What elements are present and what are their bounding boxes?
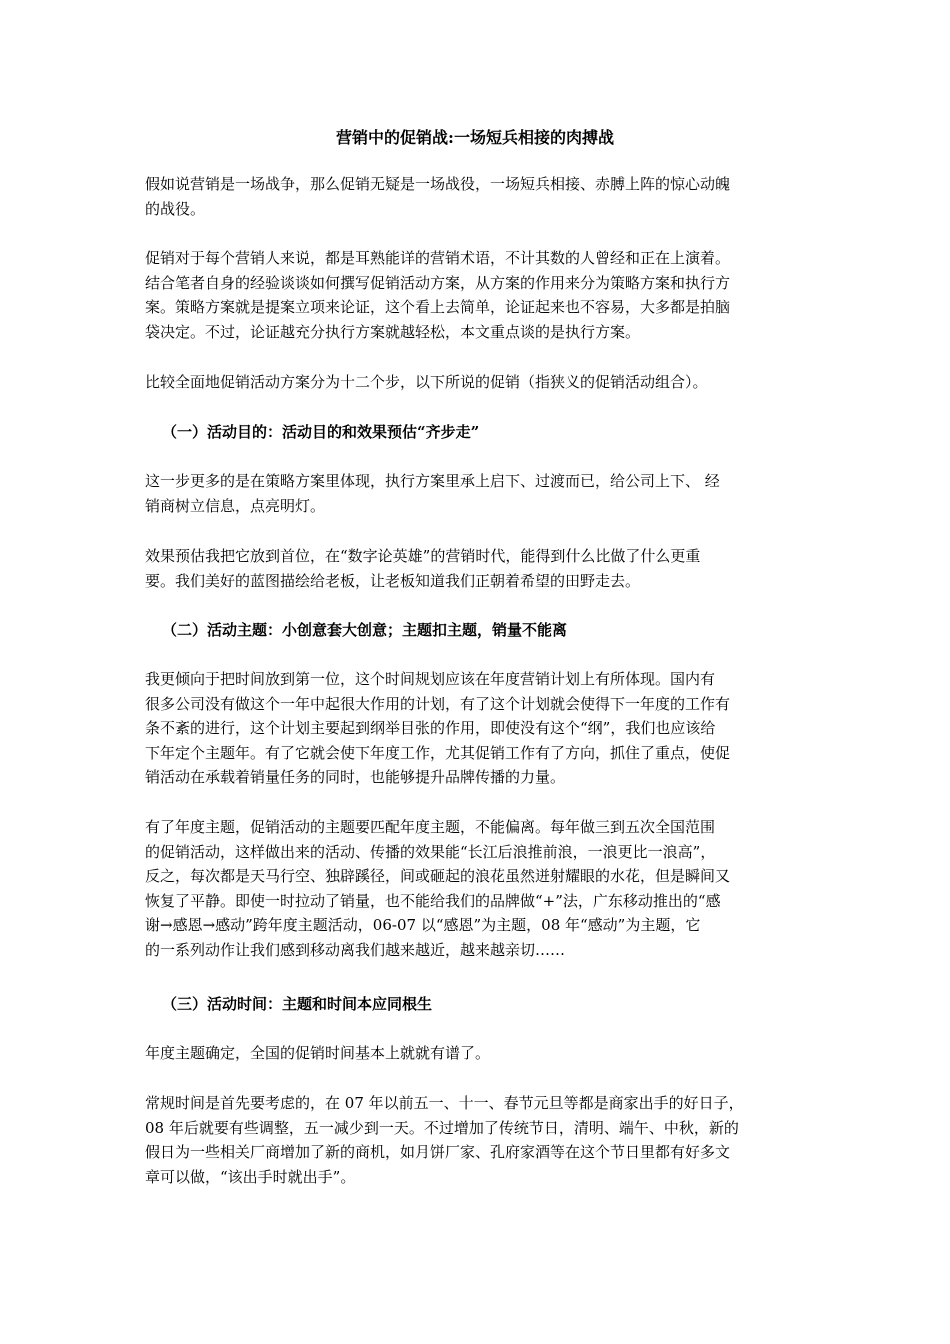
text-line: 假日为一些相关厂商增加了新的商机，如月饼厂家、孔府家酒等在这个节日里都有好多文 <box>145 1143 731 1162</box>
paragraph-3 <box>145 469 807 518</box>
text-line: 08 年后就要有些调整，五一减少到一天。不过增加了传统节日，清明、端午、中秋，新的 <box>145 1118 739 1137</box>
text-line: 条不紊的进行，这个计划主要起到纲举目张的作用，即使没有这个“纲”，我们也应该给 <box>145 719 716 738</box>
text-line: 有了年度主题，促销活动的主题要匹配年度主题，不能偏离。每年做三到五次全国范围 <box>145 818 716 836</box>
paragraph-2 <box>145 370 807 395</box>
document-title: 营销中的促销战:一场短兵相接的肉搏战 <box>336 128 614 147</box>
text-line: 结合笔者自身的经验谈谈如何撰写促销活动方案，从方案的作用来分为策略方案和执行方 <box>145 273 731 292</box>
text-line: 我更倾向于把时间放到第一位，这个时间规划应该在年度营销计划上有所体现。国内有 <box>145 670 716 688</box>
paragraph-8 <box>145 1091 807 1189</box>
text-line: 这一步更多的是在策略方案里体现，执行方案里承上启下、过渡而已，给公司上下、 经 <box>145 472 720 490</box>
text-line: 效果预估我把它放到首位，在“数字论英雄”的营销时代，能得到什么比做了什么更重 <box>145 547 701 565</box>
text-line: 的一系列动作让我们感到移动离我们越来越近，越来越亲切…… <box>145 940 566 959</box>
text-line: 恢复了平静。即使一时拉动了销量，也不能给我们的品牌做“+”法，广东移动推出的“感 <box>145 891 721 910</box>
paragraph-1 <box>145 246 807 344</box>
text-line: 谢→感恩→感动”跨年度主题活动，06-07 以“感恩”为主题，08 年“感动”为主题，它 <box>145 916 701 935</box>
paragraph-4 <box>145 544 807 593</box>
text-line: 很多公司没有做这个一年中起很大作用的计划，有了这个计划就会使得下一年度的工作有 <box>145 694 731 713</box>
text-line: 章可以做，“该出手时就出手”。 <box>145 1167 356 1186</box>
text-line: 常规时间是首先要考虑的，在 07 年以前五一、十一、春节元旦等都是商家出手的好日子， <box>145 1094 744 1112</box>
text-line: 比较全面地促销活动方案分为十二个步，以下所说的促销（指狭义的促销活动组合）。 <box>145 373 708 391</box>
text-line: 销活动在承载着销量任务的同时，也能够提升品牌传播的力量。 <box>145 768 566 787</box>
paragraph-5 <box>145 667 807 790</box>
text-line: 的战役。 <box>145 199 206 218</box>
text-line: 销商树立信息，点亮明灯。 <box>145 496 326 515</box>
text-line: 假如说营销是一场战争，那么促销无疑是一场战役，一场短兵相接、赤膊上阵的惊心动魄 <box>145 175 731 193</box>
section-heading-1: （一）活动目的：活动目的和效果预估“齐步走” <box>162 423 480 441</box>
section-heading-2: （二）活动主题：小创意套大创意；主题扣主题，销量不能离 <box>162 621 568 639</box>
text-line: 促销对于每个营销人来说，都是耳熟能详的营销术语，不计其数的人曾经和正在上演着。 <box>145 249 731 267</box>
paragraph-7 <box>145 1041 807 1066</box>
text-line: 的促销活动，这样做出来的活动、传播的效果能“长江后浪推前浪，一浪更比一浪高”， <box>145 842 716 861</box>
text-line: 反之，每次都是天马行空、独辟蹊径，间或砸起的浪花虽然迸射耀眼的水花，但是瞬间又 <box>145 867 731 886</box>
section-heading-3: （三）活动时间：主题和时间本应同根生 <box>162 995 433 1013</box>
text-line: 下年定个主题年。有了它就会使下年度工作，尤其促销工作有了方向，抓住了重点，使促 <box>145 743 731 762</box>
intro-paragraph <box>145 172 807 221</box>
paragraph-6 <box>145 815 807 963</box>
text-line: 年度主题确定，全国的促销时间基本上就就有谱了。 <box>145 1044 491 1062</box>
text-line: 要。我们美好的蓝图描绘给老板，让老板知道我们正朝着希望的田野走去。 <box>145 571 641 590</box>
text-line: 袋决定。不过，论证越充分执行方案就越轻松，本文重点谈的是执行方案。 <box>145 322 641 341</box>
text-line: 案。策略方案就是提案立项来论证，这个看上去简单，论证起来也不容易，大多都是拍脑 <box>145 298 731 317</box>
